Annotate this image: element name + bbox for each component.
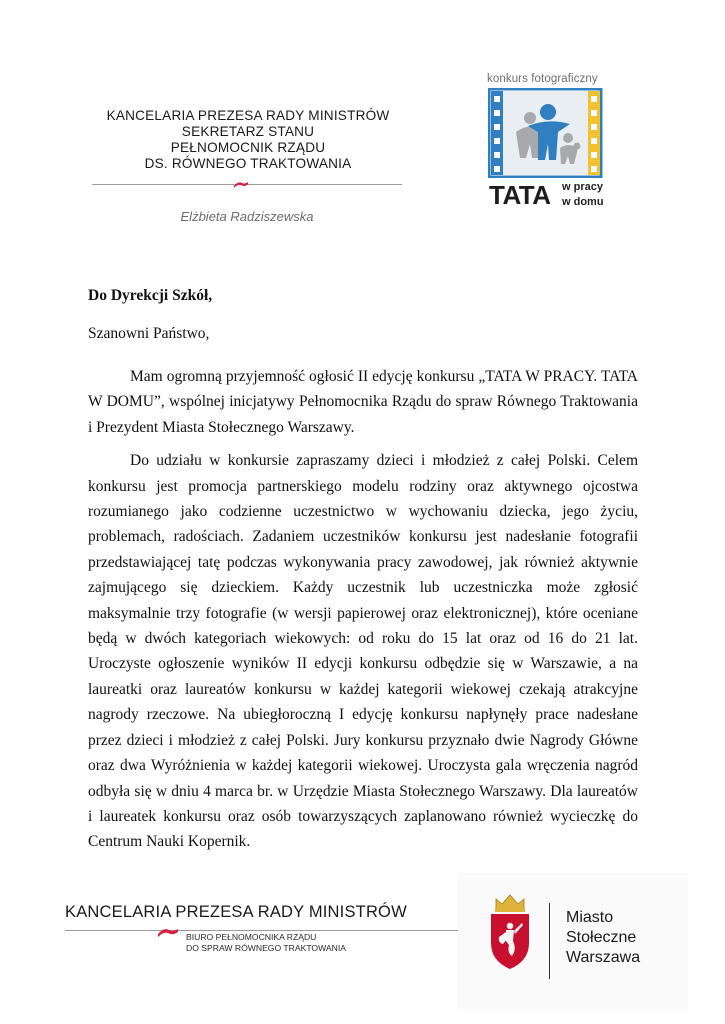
footer-polish-flag-icon [157, 926, 179, 938]
footer-office-name [186, 932, 346, 954]
header-line-3: PEŁNOMOCNIK RZĄDU [170, 140, 326, 155]
footer-office-line-2: DO SPRAW RÓWNEGO TRAKTOWANIA [186, 943, 346, 953]
letter-paragraph-2: Do udziału w konkursie zapraszamy dzieci i młodzież z całej Polski. Celem konkursu jest promocja partnerskiego modelu rodziny oraz aktywnego ojcostwa rozumianego jako codzienne uczestnictwo w wychowaniu dziecka, jego życiu, problemach, radościach. Zadaniem uczestników konkursu jest nadesłanie fotografii przedstawiającej tatę podczas wykonywania pracy zawodowej, jak również aktywnie zajmującego się dzieckiem. Każdy uczestnik lub uczestniczka może zgłosić maksymalnie trzy fotografie (w wersji papierowej oraz elektronicznej), które oceniane będą w dwóch kategoriach wiekowych: od roku do 15 lat oraz od 16 do 21 lat. Uroczyste ogłoszenie wyników II edycji konkursu odbędzie się w Warszawie, a na laureatki oraz laureatów konkursu w każdej kategorii wiekowej czekają atrakcyjne nagrody rzeczowe. Na ubiegłoroczną I edycję konkursu napłynęły prace nadesłane przez dzieci i młodzież z całej Polski. Jury konkursu przyznało dwie Nagrody Główne oraz dwa Wyróżnienia w każdej kategorii wiekowej. Uroczysta gala wręczenia nagród odbyła się w dniu 4 marca br. w Urzędzie Miasta Stołecznego Warszawy. Dla laureatów i laureatek konkursu oraz osób towarzyszących zaplanowano również wycieczkę do Centrum Nauki Kopernik. [88, 452, 638, 851]
footer-office-line-1: BIURO PEŁNOMOCNIKA RZĄDU [186, 932, 317, 942]
ministry-header [92, 108, 404, 172]
contest-logo-caption: konkurs fotograficzny [487, 73, 598, 85]
footer-divider [65, 930, 460, 931]
warsaw-name-line-3: Warszawa [566, 949, 641, 966]
letter-paragraph-1: Mam ogromną przyjemność ogłosić II edycję konkursu „TATA W PRACY. TATA W DOMU”, wspólnej inicjatywy Pełnomocnika Rządu do spraw Równego Traktowania i Prezydent Miasta Stołecznego Warszawy. [88, 368, 638, 436]
contest-logo-sub1: w pracy [562, 181, 603, 193]
warsaw-name-line-2: Stołeczne [566, 929, 637, 946]
warsaw-name [566, 908, 640, 968]
letter-greeting: Szanowni Państwo, [88, 325, 210, 342]
contest-logo-word: TATA [489, 180, 551, 210]
letter-salutation: Do Dyrekcji Szkół, [88, 287, 213, 304]
polish-flag-icon [233, 180, 249, 189]
contest-logo-sub2: w domu [562, 196, 604, 208]
header-line-4: DS. RÓWNEGO TRAKTOWANIA [144, 156, 352, 171]
header-line-2: SEKRETARZ STANU [181, 124, 315, 139]
header-line-1: KANCELARIA PREZESA RADY MINISTRÓW [106, 108, 390, 123]
signatory-name: Elżbieta Radziszewska [180, 209, 314, 224]
footer-ministry-title: KANCELARIA PREZESA RADY MINISTRÓW [65, 903, 407, 921]
letter-body [88, 364, 638, 855]
warsaw-crest-icon [487, 893, 533, 971]
warsaw-name-line-1: Miasto [566, 909, 614, 926]
warsaw-logo-divider [549, 903, 550, 979]
